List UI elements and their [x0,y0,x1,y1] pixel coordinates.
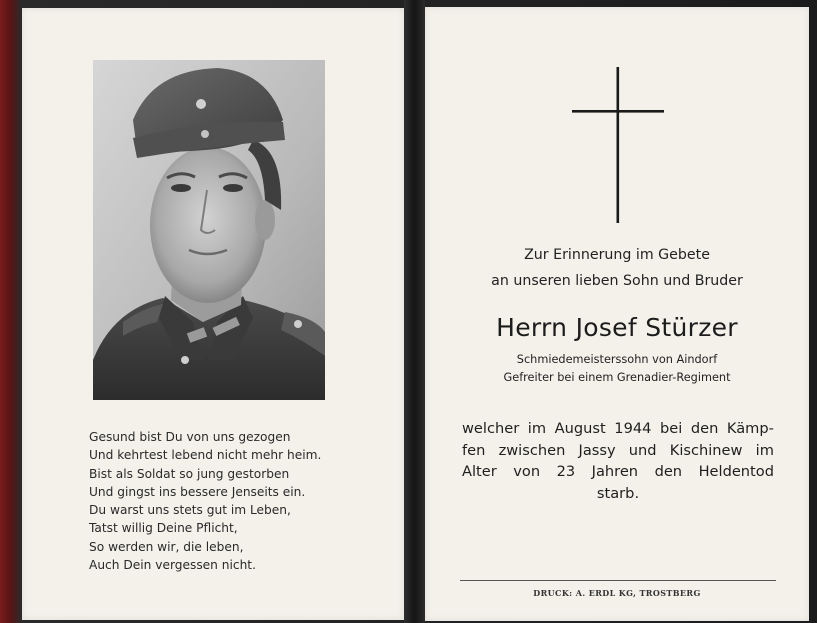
notice-word: welcher [462,420,520,437]
notice-word: bei [659,420,683,437]
poem-line: Auch Dein vergessen nicht. [89,558,256,573]
right-card [425,7,809,621]
death-notice [462,418,774,504]
notice-line [462,483,774,505]
notice-word: im [755,441,774,459]
notice-word: und [628,441,657,459]
notice-word: 1944 [614,420,652,437]
printer-credit: DRUCK: A. ERDL KG, TROSTBERG [533,588,701,598]
notice-word: August [554,420,606,437]
occupation-line-2: Gefreiter bei einem Grenadier-Regiment [503,371,731,384]
memorial-poem [89,428,389,574]
notice-line [462,440,774,462]
poem-line: Und kehrtest lebend nicht mehr heim. [89,448,322,463]
intro-line-2: an unseren lieben Sohn und Bruder [491,273,743,289]
notice-word: Kämp- [726,420,774,437]
notice-word: 23 [556,463,576,480]
poem-line: Und gingst ins bessere Jenseits ein. [89,484,306,499]
notice-word: Alter [462,463,497,480]
poem-line: Bist als Soldat so jung gestorben [89,466,290,481]
occupation-line-1: Schmiedemeisterssohn von Aindorf [516,353,718,366]
notice-word: Heldentod [698,463,774,480]
cross-icon [572,67,664,223]
card-fold [404,0,425,623]
poem-line: So werden wir, die leben, [89,539,244,554]
intro-line-1: Zur Erinnerung im Gebete [524,247,710,263]
notice-line [462,461,774,483]
notice-word: Jassy [578,441,616,459]
poem-line: Tatst willig Deine Pflicht, [89,521,238,536]
soldier-portrait [93,60,325,400]
poem-line: Du warst uns stets gut im Leben, [89,503,291,518]
notice-word: Kischinew [669,441,743,459]
notice-word: zwischen [498,441,566,459]
notice-word: starb. [596,484,640,502]
notice-word: fen [462,441,486,459]
deceased-name: Herrn Josef Stürzer [496,313,738,342]
notice-word: den [690,420,719,437]
notice-line [462,418,774,440]
notice-word: den [654,463,683,480]
poem-line: Gesund bist Du von uns gezogen [89,430,291,444]
notice-word: von [513,463,541,480]
left-card [22,8,404,620]
divider [460,580,776,581]
notice-word: Jahren [591,463,639,480]
notice-word: im [527,420,547,437]
portrait-photo [93,60,325,400]
